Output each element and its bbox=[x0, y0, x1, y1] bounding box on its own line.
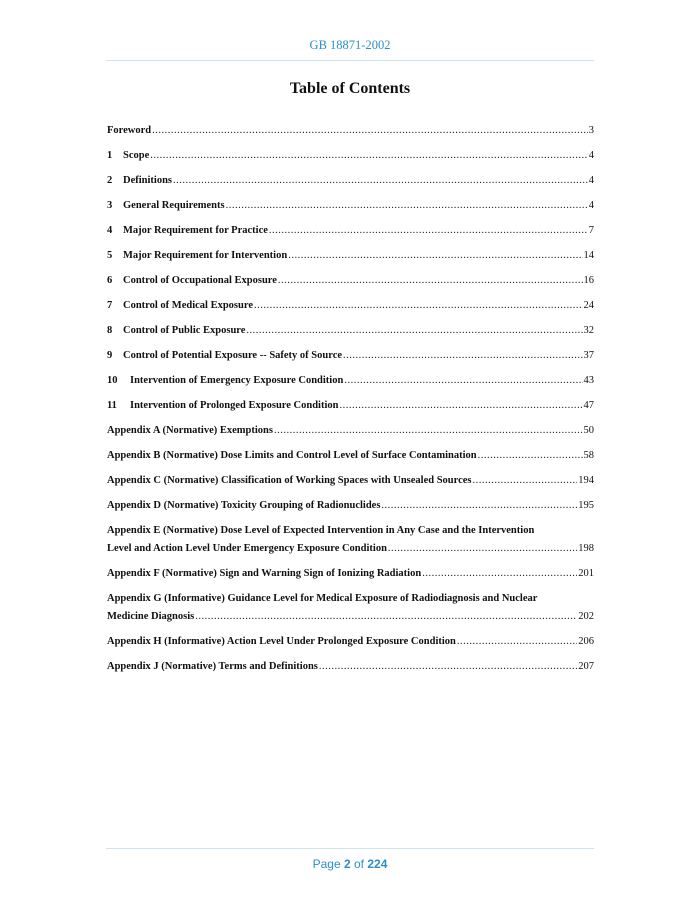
toc-entry-page: 50 bbox=[583, 425, 594, 436]
toc-entry-number: 1 bbox=[107, 150, 113, 161]
toc-entry-label: Appendix H (Informative) Action Level Under Prolonged Exposure Condition bbox=[107, 636, 456, 647]
dot-leader bbox=[343, 347, 582, 365]
toc-entry-label: Medicine Diagnosis bbox=[107, 611, 195, 622]
toc-title: Table of Contents bbox=[289, 80, 411, 97]
toc-entry-page: 4 bbox=[588, 175, 594, 186]
toc-entry-number: 9 bbox=[107, 350, 113, 361]
toc-entry-number: 11 bbox=[107, 400, 117, 411]
toc-entry[interactable] bbox=[107, 522, 594, 565]
toc-entry-label-line1: Appendix E (Normative) Dose Level of Expected Intervention in Any Case and the Intervention bbox=[107, 525, 535, 536]
toc-entry-page: 32 bbox=[583, 325, 594, 336]
dot-leader bbox=[457, 633, 577, 651]
dot-leader bbox=[339, 397, 582, 415]
dot-leader bbox=[288, 247, 582, 265]
toc-entry-page: 47 bbox=[583, 400, 594, 411]
toc-entry-label: Intervention of Emergency Exposure Condition bbox=[130, 375, 344, 386]
toc-entry[interactable] bbox=[107, 247, 594, 272]
toc-entry[interactable] bbox=[107, 372, 594, 397]
dot-leader bbox=[269, 222, 588, 240]
toc-entry[interactable] bbox=[107, 347, 594, 372]
toc-entry-page: 198 bbox=[578, 543, 594, 554]
toc-entry-page: 4 bbox=[588, 150, 594, 161]
toc-entry-page: 58 bbox=[583, 450, 594, 461]
toc-entry[interactable] bbox=[107, 472, 594, 497]
toc-entry[interactable] bbox=[107, 422, 594, 447]
toc-entry-number: 4 bbox=[107, 225, 113, 236]
toc-entry-page: 24 bbox=[583, 300, 594, 311]
toc-entry[interactable] bbox=[107, 590, 594, 633]
toc-entry-label: Appendix F (Normative) Sign and Warning Sign of Ionizing Radiation bbox=[107, 568, 422, 579]
toc-entry-label: Appendix C (Normative) Classification of Working Spaces with Unsealed Sources bbox=[107, 475, 472, 486]
dot-leader bbox=[195, 608, 577, 626]
toc-entry-label: Control of Medical Exposure bbox=[123, 300, 253, 311]
dot-leader bbox=[152, 122, 588, 140]
page-prefix: Page bbox=[312, 857, 341, 871]
toc-entry-label: General Requirements bbox=[123, 200, 225, 211]
toc-entry-page: 202 bbox=[578, 611, 594, 622]
toc-entry-label: Control of Occupational Exposure bbox=[123, 275, 277, 286]
table-of-contents bbox=[107, 122, 594, 683]
toc-entry-page: 201 bbox=[578, 568, 594, 579]
toc-entry-label: Foreword bbox=[107, 125, 152, 136]
toc-entry-number: 7 bbox=[107, 300, 113, 311]
toc-entry-label: Appendix D (Normative) Toxicity Grouping of Radionuclides bbox=[107, 500, 381, 511]
dot-leader bbox=[473, 472, 578, 490]
toc-entry-label: Level and Action Level Under Emergency Exposure Condition bbox=[107, 543, 387, 554]
toc-entry[interactable] bbox=[107, 147, 594, 172]
toc-entry-number: 3 bbox=[107, 200, 113, 211]
toc-entry[interactable] bbox=[107, 272, 594, 297]
toc-entry-page: 16 bbox=[583, 275, 594, 286]
dot-leader bbox=[381, 497, 577, 515]
toc-entry-page: 4 bbox=[588, 200, 594, 211]
dot-leader bbox=[388, 540, 577, 558]
toc-entry-label: Control of Public Exposure bbox=[123, 325, 246, 336]
footer-divider bbox=[106, 848, 594, 849]
page-of: of bbox=[354, 857, 365, 871]
toc-entry[interactable] bbox=[107, 197, 594, 222]
header-divider bbox=[106, 60, 594, 61]
toc-entry-number: 10 bbox=[107, 375, 118, 386]
toc-entry-label: Definitions bbox=[123, 175, 173, 186]
toc-entry[interactable] bbox=[107, 447, 594, 472]
toc-entry-number: 6 bbox=[107, 275, 113, 286]
toc-entry[interactable] bbox=[107, 633, 594, 658]
toc-entry-label: Control of Potential Exposure -- Safety of Source bbox=[123, 350, 343, 361]
toc-entry-label: Scope bbox=[123, 150, 150, 161]
toc-entry-page: 206 bbox=[578, 636, 594, 647]
toc-entry-label: Intervention of Prolonged Exposure Condition bbox=[130, 400, 339, 411]
toc-entry[interactable] bbox=[107, 322, 594, 347]
dot-leader bbox=[422, 565, 577, 583]
dot-leader bbox=[226, 197, 588, 215]
toc-entry-number: 5 bbox=[107, 250, 113, 261]
toc-entry-page: 195 bbox=[578, 500, 594, 511]
toc-entry-page: 194 bbox=[578, 475, 594, 486]
toc-entry-label: Major Requirement for Intervention bbox=[123, 250, 288, 261]
dot-leader bbox=[478, 447, 583, 465]
toc-entry-label: Major Requirement for Practice bbox=[123, 225, 268, 236]
toc-entry-page: 43 bbox=[583, 375, 594, 386]
toc-entry[interactable] bbox=[107, 172, 594, 197]
toc-entry-number: 8 bbox=[107, 325, 113, 336]
toc-entry-label: Appendix J (Normative) Terms and Definitions bbox=[107, 661, 318, 672]
toc-entry[interactable] bbox=[107, 497, 594, 522]
dot-leader bbox=[319, 658, 577, 676]
toc-entry-page: 7 bbox=[588, 225, 594, 236]
dot-leader bbox=[344, 372, 582, 390]
toc-entry[interactable] bbox=[107, 658, 594, 683]
document-id-header: GB 18871-2002 bbox=[309, 38, 391, 52]
total-page-count: 224 bbox=[367, 857, 388, 871]
toc-entry[interactable] bbox=[107, 565, 594, 590]
toc-entry-page: 14 bbox=[583, 250, 594, 261]
toc-entry[interactable] bbox=[107, 222, 594, 247]
toc-entry[interactable] bbox=[107, 297, 594, 322]
toc-entry[interactable] bbox=[107, 122, 594, 147]
toc-entry-page: 3 bbox=[588, 125, 594, 136]
toc-entry-label: Appendix A (Normative) Exemptions bbox=[107, 425, 273, 436]
page-indicator bbox=[0, 857, 700, 871]
toc-entry-label: Appendix B (Normative) Dose Limits and Control Level of Surface Contamination bbox=[107, 450, 477, 461]
dot-leader bbox=[150, 147, 588, 165]
toc-entry-label-line1: Appendix G (Informative) Guidance Level for Medical Exposure of Radiodiagnosis and Nuclear bbox=[107, 593, 538, 604]
toc-entry-page: 207 bbox=[578, 661, 594, 672]
dot-leader bbox=[254, 297, 583, 315]
dot-leader bbox=[274, 422, 583, 440]
dot-leader bbox=[278, 272, 583, 290]
dot-leader bbox=[173, 172, 588, 190]
dot-leader bbox=[246, 322, 582, 340]
toc-entry-number: 2 bbox=[107, 175, 113, 186]
toc-entry-page: 37 bbox=[583, 350, 594, 361]
toc-entry[interactable] bbox=[107, 397, 594, 422]
current-page-number: 2 bbox=[343, 857, 351, 871]
